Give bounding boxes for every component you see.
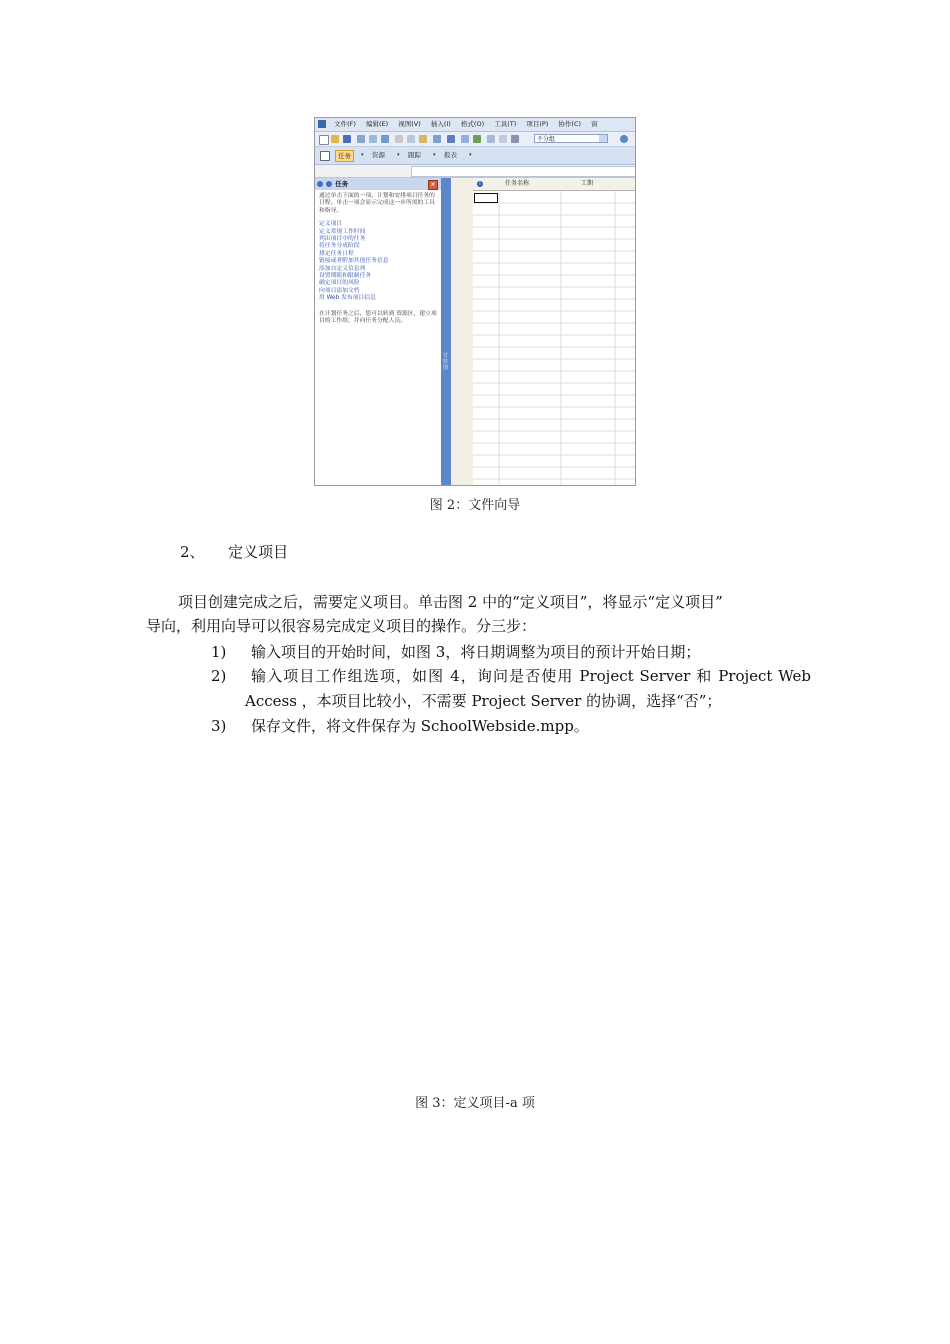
step-1-text: 输入项目的开始时间，如图 3，将日期调整为项目的预计开始日期； [251, 643, 701, 661]
step-2-text: 输入项目工作组选项，如图 4，询问是否使用 Project Server 和 Project Web [251, 667, 811, 685]
menu-edit[interactable]: 编辑(E) [365, 120, 389, 128]
active-cell[interactable] [474, 193, 498, 203]
back-icon[interactable] [317, 181, 323, 187]
group-select-value: 不分组 [537, 136, 556, 143]
pane-link[interactable]: 列出项目中的任务 [319, 236, 366, 243]
chevron-down-icon: ▾ [469, 152, 472, 158]
paragraph-line-1: 项目创建完成之后，需要定义项目。单击图 2 中的“定义项目”，将显示“定义项目” [178, 593, 723, 611]
app-icon [318, 120, 326, 128]
notes-icon[interactable] [499, 135, 507, 143]
menu-collaborate[interactable]: 协作(C) [558, 120, 582, 128]
menu-window[interactable]: 窗 [591, 120, 598, 128]
pane-link[interactable]: 确定项目的风险 [319, 280, 360, 287]
menu-project[interactable]: 项目(P) [526, 120, 549, 128]
grid-header [473, 178, 635, 191]
figure-3-caption: 图 3：定义项目-a 项 [415, 1096, 535, 1111]
link-icon[interactable] [447, 135, 455, 143]
step-3-text: 保存文件，将文件保存为 SchoolWebside.mpp。 [251, 717, 589, 735]
figure-2-caption: 图 2：文件向导 [429, 498, 521, 513]
pane-body [319, 193, 437, 326]
step-3-number: 3) [211, 717, 227, 735]
standard-toolbar [315, 132, 635, 147]
pane-link[interactable]: 向项目添加文档 [319, 287, 360, 294]
split-icon[interactable] [473, 135, 481, 143]
row-header-column [451, 178, 474, 485]
close-icon[interactable]: × [428, 180, 438, 190]
grid-lines [473, 178, 636, 486]
pane-link[interactable]: 定义项目 [319, 221, 343, 228]
chevron-down-icon[interactable] [599, 135, 607, 142]
pane-link[interactable]: 用 Web 发布项目信息 [319, 295, 376, 302]
guide-resources-button[interactable]: 资源 [372, 151, 385, 159]
menu-insert[interactable]: 插入(I) [430, 120, 451, 128]
pane-link[interactable]: 链接或者附加其他任务信息 [319, 258, 389, 265]
preview-icon[interactable] [369, 135, 377, 143]
tasks-pane [315, 178, 441, 485]
save-icon[interactable] [343, 135, 351, 143]
guide-report-button[interactable]: 报表 [444, 151, 457, 159]
new-icon[interactable] [319, 135, 329, 145]
step-2-number: 2) [211, 667, 227, 685]
section-number: 2、 [180, 543, 205, 561]
chevron-down-icon: ▾ [361, 152, 364, 158]
section-title: 定义项目 [228, 543, 289, 561]
col-duration[interactable]: 工期 [581, 180, 594, 187]
guide-toggle-icon[interactable] [320, 151, 330, 161]
pane-link-list [319, 221, 437, 302]
chevron-down-icon: ▾ [397, 152, 400, 158]
paragraph-line-2: 导向，利用向导可以很容易完成定义项目的操作。分三步： [146, 617, 537, 635]
task-grid [473, 178, 635, 485]
menu-file[interactable]: 文件(F) [334, 120, 356, 128]
indicator-icon: i [477, 181, 483, 187]
wizard-screenshot [314, 117, 636, 486]
menu-format[interactable]: 格式(O) [460, 120, 485, 128]
print-icon[interactable] [357, 135, 365, 143]
pane-link[interactable]: 定义常规工作时间 [319, 228, 366, 235]
pane-link[interactable]: 添加自定义信息列 [319, 265, 366, 272]
menu-view[interactable]: 视图(V) [398, 120, 421, 128]
pane-header [315, 178, 441, 190]
step-1-number: 1) [211, 643, 227, 661]
pane-outro: 在计划任务之后，您可以转到 资源区，建立项目的工作组，并向任务分配人员。 [319, 310, 437, 325]
pane-link[interactable]: 将任务分成阶段 [319, 243, 360, 250]
open-icon[interactable] [331, 135, 339, 143]
help-icon[interactable] [620, 135, 628, 143]
view-bar[interactable] [441, 178, 451, 485]
entry-field[interactable] [411, 166, 636, 177]
info-icon[interactable] [487, 135, 495, 143]
cut-icon[interactable] [395, 135, 403, 143]
pane-title: 任务 [335, 180, 349, 188]
guide-track-button[interactable]: 跟踪 [408, 151, 421, 159]
col-task-name[interactable]: 任务名称 [505, 180, 530, 187]
pane-link[interactable]: 排定任务日程 [319, 250, 354, 257]
section-heading [180, 539, 288, 565]
unlink-icon[interactable] [461, 135, 469, 143]
copy-icon[interactable] [407, 135, 415, 143]
pane-link[interactable]: 设置期限和限制任务 [319, 273, 372, 280]
view-bar-label: 甘特图 [443, 353, 449, 371]
forward-icon[interactable] [326, 181, 332, 187]
step-2-text-continued: Access ，本项目比较小，不需要 Project Server 的协调，选择“否”； [245, 692, 722, 710]
menu-bar [315, 118, 635, 132]
paste-icon[interactable] [419, 135, 427, 143]
guide-tasks-button[interactable]: 任务 [335, 150, 354, 162]
spelling-icon[interactable] [381, 135, 389, 143]
assign-icon[interactable] [511, 135, 519, 143]
group-select[interactable] [534, 134, 608, 143]
pane-intro: 通过单击下面的一项，计划和安排项目任务的日程。单击一项会显示完成这一步所需的工具和指导。 [319, 193, 435, 214]
chevron-down-icon: ▾ [433, 152, 436, 158]
project-guide-toolbar [315, 147, 635, 165]
menu-tools[interactable]: 工具(T) [494, 120, 517, 128]
entry-bar [315, 165, 635, 178]
undo-icon[interactable] [433, 135, 441, 143]
